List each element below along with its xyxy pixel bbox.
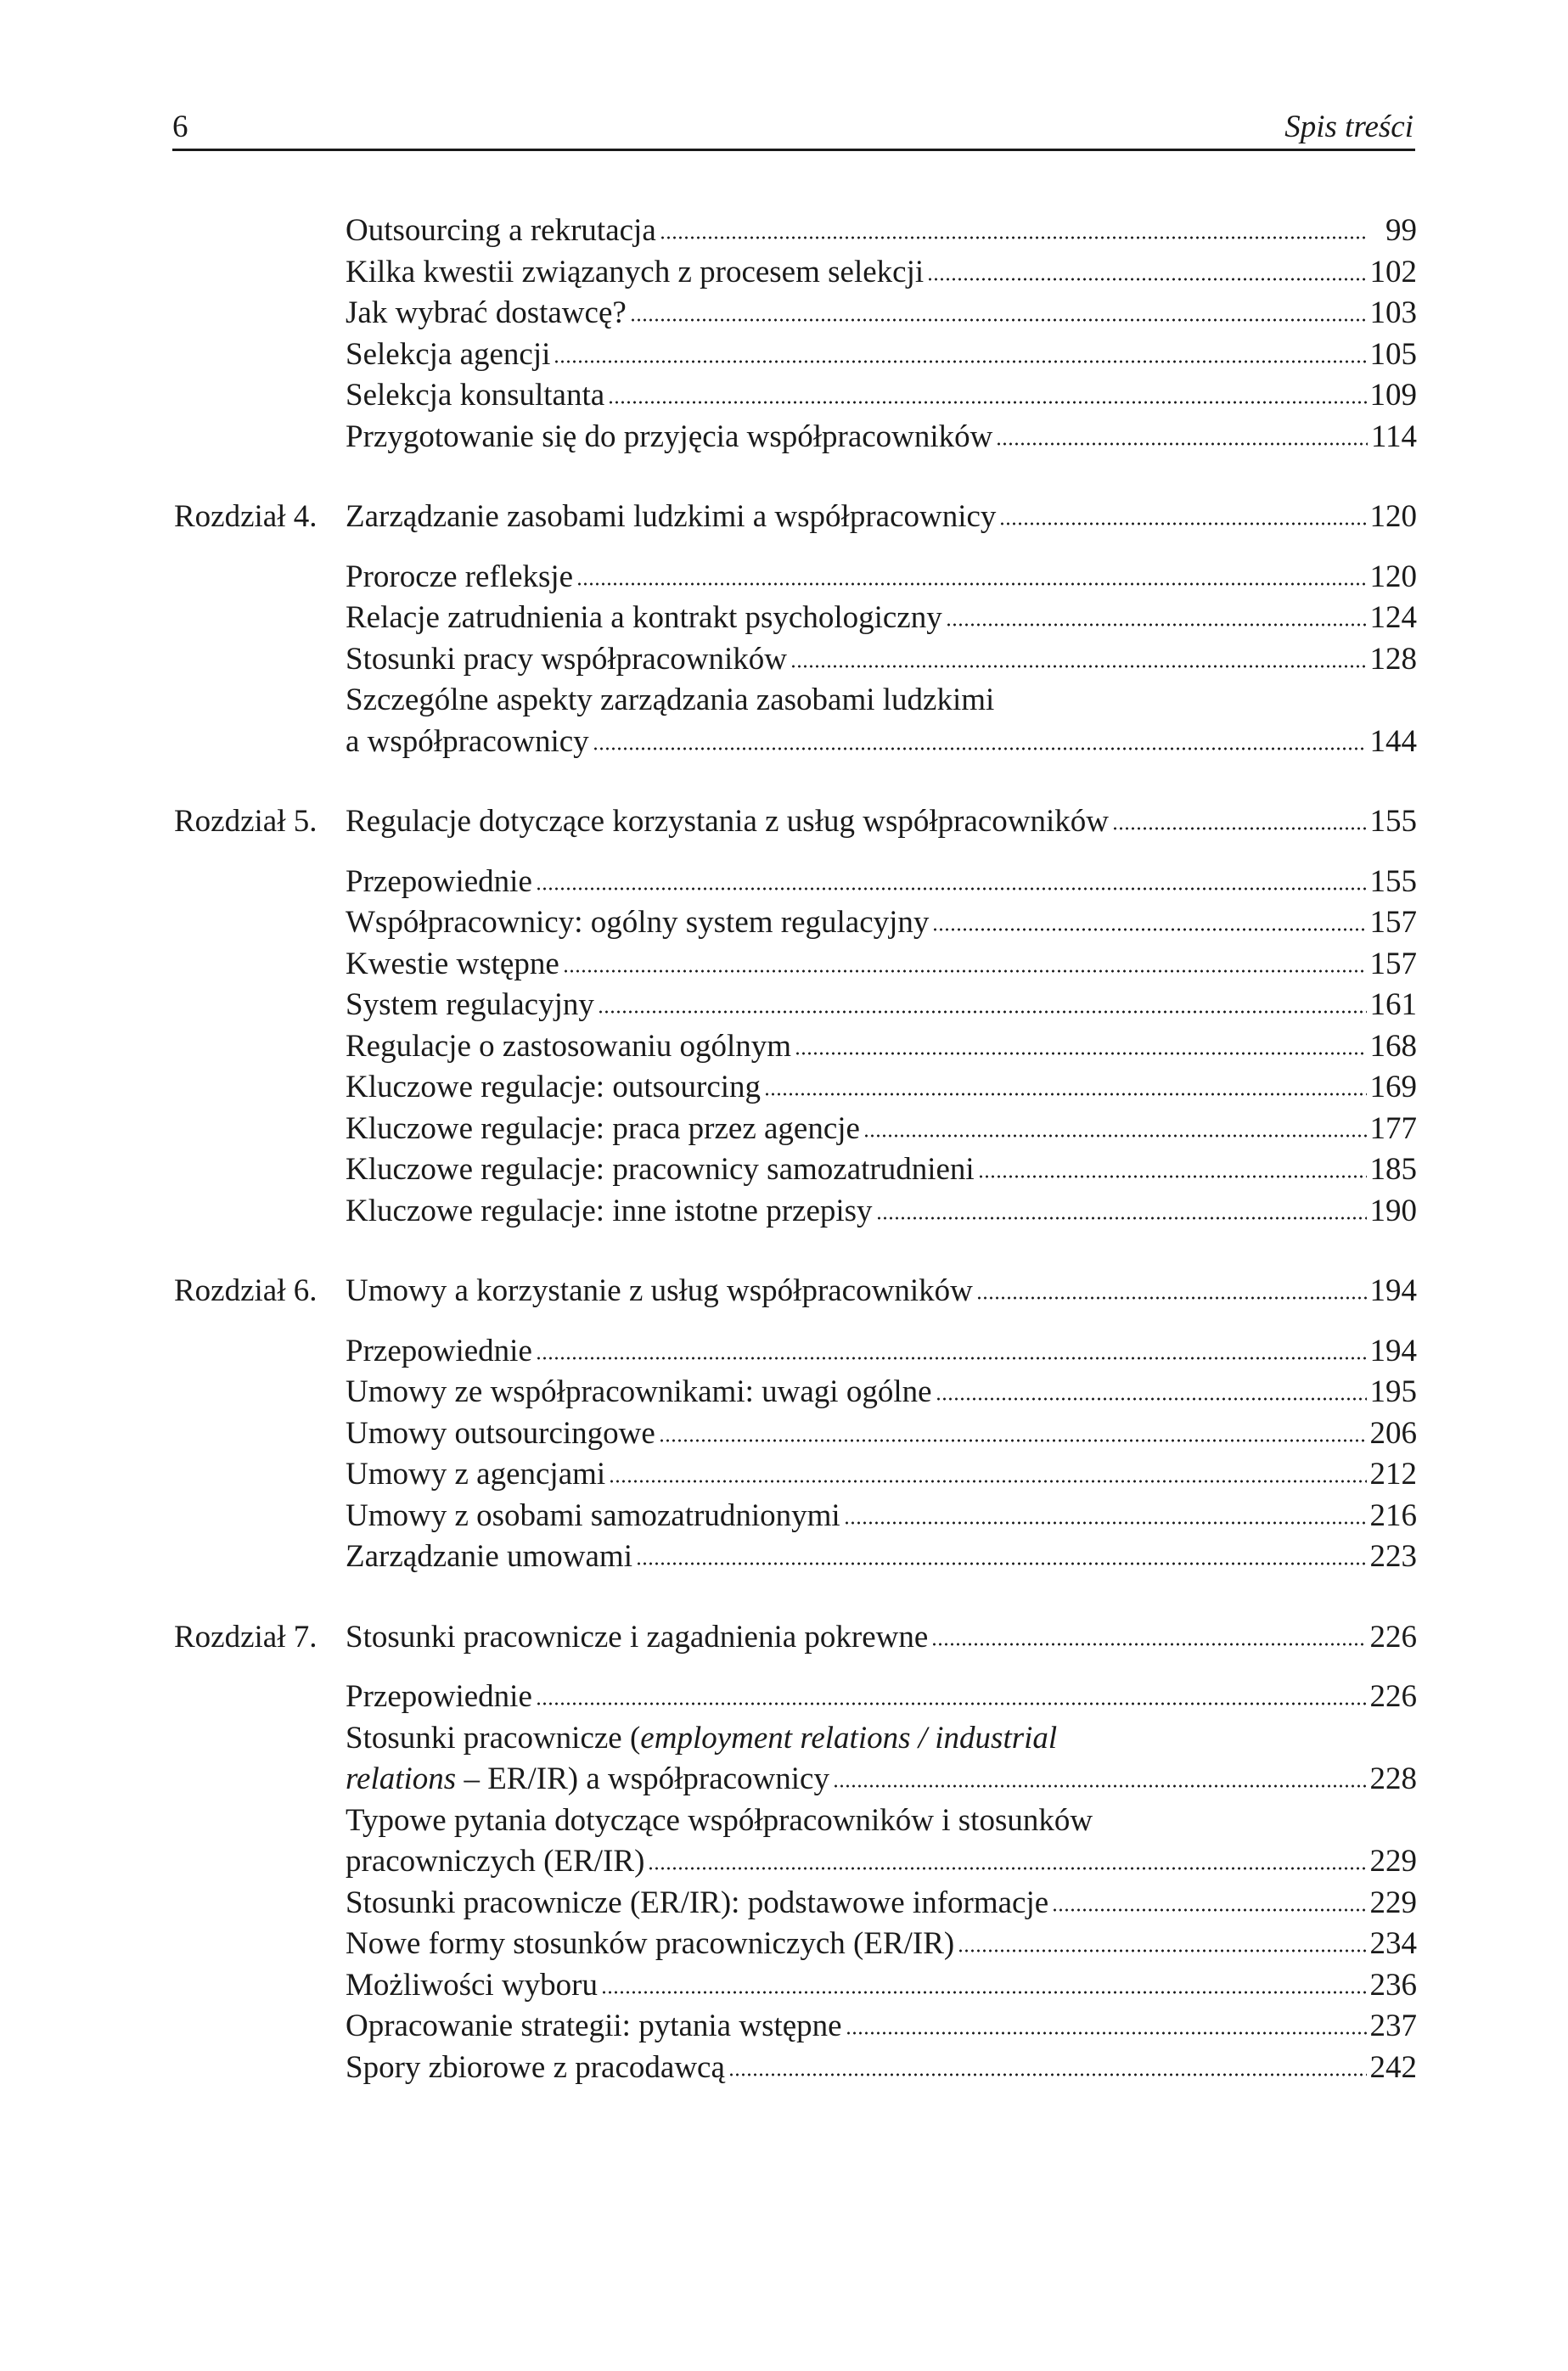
entry-title (346, 1372, 932, 1413)
entry-title-text: Regulacje o zastosowaniu ogólnym (346, 1028, 792, 1064)
entry-title-text: Szczególne aspekty zarządzania zasobami ludzkimi (346, 683, 995, 717)
chapter-page: 155 (1369, 804, 1417, 839)
entry-title (346, 722, 589, 763)
entry-page: 212 (1369, 1457, 1417, 1492)
entry-title (346, 985, 594, 1026)
section-list (346, 862, 1417, 1233)
entry-title-text: Umowy z agencjami (346, 1457, 606, 1492)
entry-line (346, 1413, 1417, 1455)
entry-line (346, 1801, 1417, 1842)
entry-page: 120 (1369, 559, 1417, 594)
entry-title-text: Stosunki pracy współpracowników (346, 641, 787, 677)
entry-title-text: Przepowiednie (346, 1679, 532, 1714)
entry-title (346, 1965, 598, 2007)
entry-title (346, 1331, 532, 1373)
chapter-label: Rozdział 5. (174, 804, 318, 839)
entry-page: 128 (1369, 641, 1417, 677)
entry-page: 114 (1370, 419, 1417, 454)
section-list (346, 211, 1417, 458)
entry-line (346, 680, 1417, 722)
toc-entry[interactable] (346, 1026, 1417, 1068)
dot-leader (976, 1295, 1367, 1301)
entry-line (346, 557, 1417, 598)
toc-entry[interactable] (346, 375, 1417, 417)
entry-line (346, 375, 1417, 417)
entry-page: 228 (1369, 1761, 1417, 1796)
entry-line (346, 1331, 1417, 1373)
dot-leader (936, 1396, 1367, 1402)
dot-leader (846, 2031, 1367, 2036)
entry-title-text: Umowy outsourcingowe (346, 1415, 655, 1451)
entry-line (346, 862, 1417, 903)
entry-title (346, 598, 942, 639)
entry-title-text: Opracowanie strategii: pytania wstępne (346, 2009, 842, 2043)
entry-line (346, 417, 1417, 458)
entry-line (346, 902, 1417, 944)
dot-leader (648, 1866, 1366, 1871)
entry-page: 206 (1369, 1415, 1417, 1451)
dot-leader (563, 969, 1367, 974)
entry-title-text: Typowe pytania dotyczące współpracowników i stosunków (346, 1802, 1093, 1838)
chapter-page: 194 (1369, 1273, 1417, 1308)
dot-leader (876, 1216, 1367, 1221)
entry-line (346, 1067, 1417, 1109)
entry-title-text: Możliwości wyboru (346, 1967, 598, 2003)
entry-page: 226 (1369, 1679, 1417, 1714)
entry-line (346, 211, 1417, 252)
toc-entry[interactable] (346, 1537, 1417, 1578)
entry-title-text: Relacje zatrudnienia a kontrakt psychologiczny (346, 600, 942, 635)
entry-title-text: Stosunki pracownicze (ER/IR): podstawowe informacje (346, 1885, 1049, 1920)
entry-page: 195 (1369, 1374, 1417, 1409)
entry-title-italic: employment relations / industrial (640, 1720, 1058, 1756)
entry-page: 168 (1369, 1028, 1417, 1064)
dot-leader (978, 1174, 1367, 1179)
entry-page: 242 (1369, 2049, 1417, 2085)
entry-title (346, 862, 532, 903)
entry-title (346, 557, 573, 598)
entry-page: 194 (1369, 1333, 1417, 1368)
entry-line (346, 334, 1417, 376)
entry-title-text: System regulacyjny (346, 987, 594, 1022)
toc-entry[interactable] (346, 417, 1417, 458)
dot-leader (593, 746, 1367, 751)
entry-title-text: Umowy z osobami samozatrudnionymi (346, 1497, 840, 1533)
entry-title-text: Selekcja agencji (346, 336, 551, 372)
entry-line (346, 985, 1417, 1026)
dot-leader (790, 664, 1367, 669)
toc-entry[interactable] (346, 2048, 1417, 2089)
entry-page: 234 (1369, 1926, 1417, 1961)
dot-leader (536, 1701, 1367, 1706)
entry-page: 99 (1385, 213, 1417, 248)
dot-leader (536, 1356, 1367, 1361)
chapter-heading[interactable] (174, 801, 1417, 843)
entry-title-text: Umowy ze współpracownikami: uwagi ogólne (346, 1374, 932, 1409)
entry-title (346, 1883, 1048, 1924)
entry-title (346, 1109, 860, 1150)
entry-title (346, 1677, 532, 1718)
dot-leader (932, 927, 1366, 932)
toc-entry[interactable] (346, 1331, 1417, 1373)
chapter-page: 226 (1369, 1619, 1417, 1655)
toc-entry[interactable] (346, 1149, 1417, 1191)
entry-title (346, 1841, 644, 1883)
entry-title-text: Przygotowanie się do przyjęcia współpracowników (346, 419, 993, 454)
entry-title-text: a współpracownicy (346, 723, 589, 759)
toc-entry[interactable] (346, 1677, 1417, 1718)
entry-title (346, 211, 656, 252)
entry-title (346, 2048, 725, 2089)
entry-line (346, 598, 1417, 639)
chapter-heading[interactable] (174, 1271, 1417, 1312)
entry-title (346, 1413, 655, 1455)
toc-entry[interactable] (346, 1067, 1417, 1109)
page-number: 6 (172, 110, 188, 144)
entry-page: 169 (1369, 1070, 1417, 1104)
dot-leader (601, 1990, 1367, 1995)
entry-title-text: Przepowiednie (346, 1333, 532, 1368)
entry-title (346, 1496, 840, 1537)
toc-entry[interactable] (346, 639, 1417, 681)
toc-entry[interactable] (346, 1965, 1417, 2007)
toc-entry[interactable] (346, 944, 1417, 986)
entry-title (346, 639, 787, 681)
entry-page: 185 (1369, 1152, 1417, 1187)
toc-entry[interactable] (346, 902, 1417, 944)
toc-entry[interactable] (346, 598, 1417, 639)
entry-line (346, 1965, 1417, 2007)
entry-page: 102 (1369, 254, 1417, 289)
toc-entry[interactable] (346, 1413, 1417, 1455)
entry-title-text: – ER/IR) a współpracownicy (456, 1761, 829, 1796)
dot-leader (844, 1520, 1367, 1525)
entry-title (346, 417, 992, 458)
chapter-page: 120 (1369, 499, 1417, 534)
dot-leader (833, 1784, 1367, 1789)
chapter-title: Regulacje dotyczące korzystania z usług współpracowników (346, 804, 1110, 839)
entry-line (346, 1149, 1417, 1191)
entry-title (346, 1191, 873, 1233)
entry-title-italic: relations (346, 1761, 457, 1796)
entry-line (346, 722, 1417, 763)
toc-entry[interactable] (346, 1496, 1417, 1537)
toc-entry[interactable] (346, 985, 1417, 1026)
toc-entry[interactable] (346, 557, 1417, 598)
entry-title-text: Selekcja konsultanta (346, 378, 605, 413)
dot-leader (659, 1438, 1367, 1443)
chapter-title: Zarządzanie zasobami ludzkimi a współpracownicy (346, 499, 997, 534)
toc-entry[interactable] (346, 1372, 1417, 1413)
entry-title-text: Kwestie wstępne (346, 946, 559, 981)
entry-title (346, 680, 994, 722)
entry-line (346, 1537, 1417, 1578)
chapter-heading[interactable] (174, 1617, 1417, 1659)
entry-line (346, 2048, 1417, 2089)
toc-entry[interactable] (346, 1191, 1417, 1233)
toc-entry[interactable] (346, 211, 1417, 252)
entry-title-text: Kluczowe regulacje: praca przez agencje (346, 1110, 860, 1146)
entry-line (346, 639, 1417, 681)
toc-entry[interactable] (346, 1924, 1417, 1965)
dot-leader (608, 400, 1366, 405)
header-rule (172, 149, 1415, 151)
entry-page: 155 (1369, 863, 1417, 899)
toc-entry[interactable] (346, 252, 1417, 294)
entry-line (346, 252, 1417, 294)
entry-page: 236 (1369, 1967, 1417, 2003)
entry-line (346, 1677, 1417, 1718)
toc-entry[interactable] (346, 1454, 1417, 1496)
entry-page: 229 (1369, 1885, 1417, 1920)
entry-title-text: Spory zbiorowe z pracodawcą (346, 2049, 725, 2085)
entry-title (346, 944, 559, 986)
entry-line (346, 1372, 1417, 1413)
toc-group (174, 1617, 1417, 2089)
entry-line (346, 1759, 1417, 1801)
running-title: Spis treści (1284, 110, 1413, 144)
entry-title-text: Kluczowe regulacje: outsourcing (346, 1070, 762, 1104)
entry-title-text: pracowniczych (ER/IR) (346, 1844, 645, 1879)
entry-line (346, 1454, 1417, 1496)
dot-leader (946, 622, 1367, 627)
dot-leader (630, 317, 1367, 323)
dot-leader (764, 1092, 1366, 1097)
entry-line (346, 1841, 1417, 1883)
entry-page: 105 (1369, 336, 1417, 372)
dot-leader (1052, 1907, 1366, 1913)
toc-entry[interactable] (346, 1718, 1417, 1801)
dot-leader (576, 582, 1366, 587)
dot-leader (609, 1479, 1366, 1484)
chapter-heading[interactable] (174, 497, 1417, 538)
entry-line (346, 1496, 1417, 1537)
entry-line (346, 1109, 1417, 1150)
entry-title (346, 1067, 761, 1109)
chapter-title: Stosunki pracownicze i zagadnienia pokrewne (346, 1619, 929, 1655)
entry-title (346, 1149, 975, 1191)
entry-title-text: Prorocze refleksje (346, 559, 574, 594)
entry-title (346, 1801, 1093, 1842)
entry-title (346, 293, 627, 334)
toc-group (174, 1271, 1417, 1578)
entry-line (346, 1718, 1417, 1760)
dot-leader (958, 1948, 1366, 1953)
entry-page: 161 (1369, 987, 1417, 1022)
dot-leader (598, 1009, 1367, 1014)
chapter-title: Umowy a korzystanie z usług współpracowników (346, 1273, 973, 1308)
dot-leader (999, 521, 1366, 526)
entry-line (346, 1191, 1417, 1233)
entry-page: 109 (1369, 378, 1417, 413)
section-list (346, 1677, 1417, 2088)
entry-page: 223 (1369, 1539, 1417, 1574)
toc-entry[interactable] (346, 293, 1417, 334)
toc-entry[interactable] (346, 1883, 1417, 1924)
entry-title (346, 375, 604, 417)
chapter-label: Rozdział 7. (174, 1619, 318, 1655)
entry-line (346, 944, 1417, 986)
section-list (346, 557, 1417, 763)
entry-page: 124 (1369, 600, 1417, 635)
entry-title (346, 334, 550, 376)
entry-page: 190 (1369, 1193, 1417, 1228)
entry-title-text: Kluczowe regulacje: inne istotne przepisy (346, 1193, 873, 1228)
toc-group (174, 801, 1417, 1232)
entry-title-text: Przepowiednie (346, 863, 532, 899)
entry-page: 157 (1369, 946, 1417, 981)
toc-group (174, 497, 1417, 762)
dot-leader (863, 1133, 1367, 1138)
entry-line (346, 1026, 1417, 1068)
entry-title-text: Outsourcing a rekrutacja (346, 213, 656, 248)
dot-leader (660, 235, 1368, 240)
entry-line (346, 293, 1417, 334)
section-list (346, 1331, 1417, 1578)
entry-title-text: Nowe formy stosunków pracowniczych (ER/IR) (346, 1926, 955, 1961)
dot-leader (931, 1642, 1366, 1647)
entry-line (346, 1883, 1417, 1924)
toc-entry[interactable] (346, 680, 1417, 762)
entry-page: 229 (1369, 1844, 1417, 1879)
toc-entry[interactable] (346, 862, 1417, 903)
entry-title-text: Jak wybrać dostawcę? (346, 295, 627, 330)
chapter-label: Rozdział 6. (174, 1273, 318, 1308)
toc-entry[interactable] (346, 1109, 1417, 1150)
entry-title (346, 1537, 632, 1578)
toc-entry[interactable] (346, 2006, 1417, 2048)
dot-leader (536, 886, 1367, 891)
entry-title-text: Kilka kwestii związanych z procesem selekcji (346, 254, 925, 289)
entry-title-text: Współpracownicy: ogólny system regulacyjny (346, 905, 930, 940)
entry-page: 103 (1369, 295, 1417, 330)
dot-leader (728, 2072, 1367, 2077)
dot-leader (554, 359, 1366, 364)
entry-title (346, 2006, 842, 2048)
entry-title (346, 902, 929, 944)
toc-entry[interactable] (346, 1801, 1417, 1883)
entry-page: 144 (1369, 723, 1417, 759)
entry-page: 216 (1369, 1497, 1417, 1533)
toc-group (174, 211, 1417, 458)
entry-title (346, 252, 924, 294)
dot-leader (927, 277, 1366, 282)
entry-page: 177 (1369, 1110, 1417, 1146)
entry-title (346, 1759, 829, 1801)
entry-line (346, 2006, 1417, 2048)
entry-title (346, 1924, 954, 1965)
entry-title (346, 1718, 1057, 1760)
dot-leader (636, 1561, 1367, 1566)
entry-title-text: Zarządzanie umowami (346, 1539, 632, 1574)
dot-leader (1112, 826, 1366, 831)
table-of-contents (174, 211, 1417, 2088)
entry-page: 237 (1369, 2009, 1417, 2043)
entry-title-text: Stosunki pracownicze ( (346, 1720, 641, 1756)
entry-title (346, 1454, 605, 1496)
entry-title-text: Kluczowe regulacje: pracownicy samozatrudnieni (346, 1152, 975, 1187)
dot-leader (996, 441, 1367, 447)
entry-page: 157 (1369, 905, 1417, 940)
entry-line (346, 1924, 1417, 1965)
dot-leader (795, 1051, 1366, 1056)
toc-entry[interactable] (346, 334, 1417, 376)
entry-title (346, 1026, 791, 1068)
chapter-label: Rozdział 4. (174, 499, 318, 534)
